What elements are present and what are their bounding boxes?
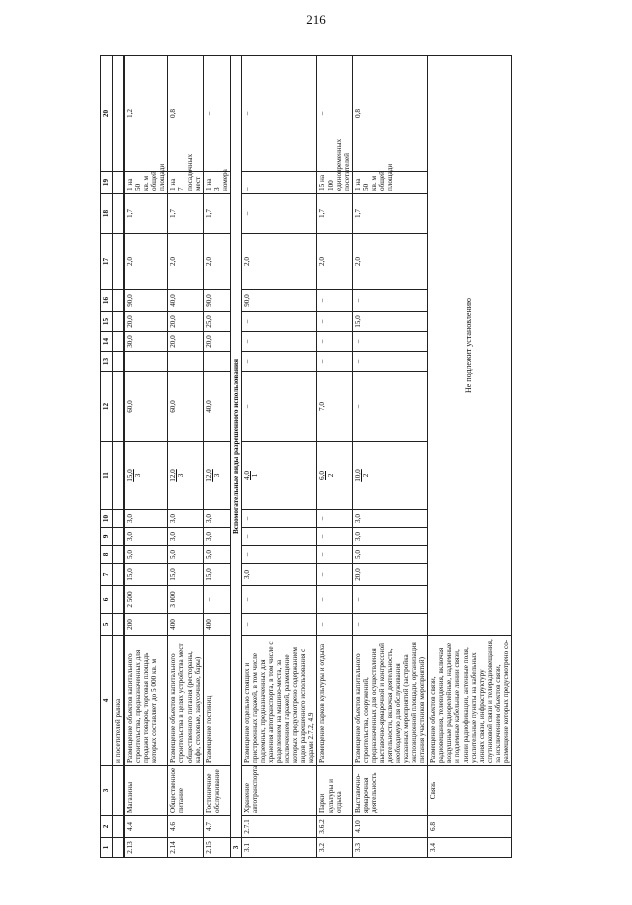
table-row	[241, 56, 317, 858]
fraction-cell	[203, 442, 230, 510]
table-cell: 2,0	[203, 234, 230, 290]
table-cell: 1 на 7 посадочных мест	[168, 172, 203, 194]
table-row	[125, 56, 168, 858]
table-cell: 3,0	[125, 510, 168, 528]
col-header: 7	[101, 564, 113, 586]
table-cell: 1 на 50 кв. м общей площади	[125, 172, 168, 194]
table-cell	[168, 352, 203, 372]
table-cell: Размещение объектов капитального строительства в целях устройства мест общественного питания (рестораны, кафе, столовые, закусочные, бары)	[168, 636, 203, 766]
table-cell: –	[317, 614, 352, 636]
table-cell: Размещение парков культуры и отдыха	[317, 636, 352, 766]
table-cell: –	[241, 172, 317, 194]
table-cell: –	[352, 614, 428, 636]
table-cell: 90,0	[203, 290, 230, 312]
table-cell: 5,0	[203, 546, 230, 564]
table-cell: –	[317, 352, 352, 372]
table-cell: 1,2	[125, 56, 168, 172]
fraction-denominator: 3	[212, 473, 221, 478]
table-row	[317, 56, 352, 858]
col-header: 14	[101, 332, 113, 352]
table-cell: 200	[125, 614, 168, 636]
fraction-cell	[241, 442, 317, 510]
table-cell: 20,0	[168, 312, 203, 332]
table-cell: 4.7	[203, 816, 230, 838]
table-cell: 5,0	[125, 546, 168, 564]
table-cell: 40,0	[168, 290, 203, 312]
table-cell: –	[352, 372, 428, 442]
table-cell: Размещение объектов капитального строительства, сооружений, предназначенных для осуществления выставочно-ярмарочной и конгрессной деятельности, включая деятельность, необходимую для обслуживания указанных мероприятий (застройка экспозиционной площади, организация питания участников мероприятий)	[352, 636, 428, 766]
fraction-denominator: 2	[326, 473, 335, 478]
table-cell	[125, 352, 168, 372]
fraction-cell	[317, 442, 352, 510]
table-cell: 2.14	[168, 838, 203, 858]
fraction-numerator: 12,0	[204, 469, 213, 482]
table-cell: –	[241, 352, 317, 372]
table-cell: 3.6.2	[317, 816, 352, 838]
table-cell: 2.13	[125, 838, 168, 858]
table-cell: 15,0	[352, 312, 428, 332]
table-cell: 2 500	[125, 586, 168, 614]
table-row	[352, 56, 428, 858]
col-header: 13	[101, 352, 113, 372]
col-header: 11	[101, 442, 113, 510]
fraction-numerator: 6,0	[318, 471, 327, 480]
table-cell: 2,0	[317, 234, 352, 290]
table-cell: 90,0	[241, 290, 317, 312]
table-cell: 1,7	[203, 194, 230, 234]
table-cell: Связь	[428, 766, 512, 816]
table-cell: 1 на 50 кв. м общей площади	[352, 172, 428, 194]
table-cell: 25,0	[203, 312, 230, 332]
table-cell: –	[241, 586, 317, 614]
fraction-cell	[168, 442, 203, 510]
table-cell: –	[317, 290, 352, 312]
fraction-numerator: 12,0	[169, 469, 178, 482]
table-cell: 3,0	[241, 564, 317, 586]
table-cell: –	[317, 56, 352, 172]
table-cell: 4.10	[352, 816, 428, 838]
table-cell: 5,0	[168, 546, 203, 564]
section-number: 3	[230, 838, 241, 858]
col-header: 12	[101, 372, 113, 442]
table-cell: 3,0	[203, 528, 230, 546]
table-cell: 15 на 100 единовременных посетителей	[317, 172, 352, 194]
continuation-row	[113, 56, 124, 858]
table-cell: 20,0	[203, 332, 230, 352]
table-cell: 2,0	[241, 234, 317, 290]
table-cell: 3.4	[428, 838, 512, 858]
col-header: 2	[101, 816, 113, 838]
col-header: 8	[101, 546, 113, 564]
table-cell: Хранение автотранспорта	[241, 766, 317, 816]
table-cell: 400	[203, 614, 230, 636]
table-cell: 1,7	[125, 194, 168, 234]
table-cell: –	[241, 614, 317, 636]
table-cell: Парки культуры и отдыха	[317, 766, 352, 816]
col-header: 19	[101, 172, 113, 194]
table-cell: 40,0	[203, 372, 230, 442]
col-header: 17	[101, 234, 113, 290]
col-header: 10	[101, 510, 113, 528]
table-cell: –	[317, 564, 352, 586]
table-cell: –	[317, 510, 352, 528]
table-cell: –	[241, 332, 317, 352]
table-cell: –	[317, 332, 352, 352]
continuation-text: и посетителей рынка	[113, 636, 124, 766]
col-header: 1	[101, 838, 113, 858]
table-cell: –	[352, 586, 428, 614]
table-cell: –	[317, 528, 352, 546]
table-cell: –	[241, 546, 317, 564]
table-cell: 15,0	[203, 564, 230, 586]
table-cell: 20,0	[168, 332, 203, 352]
page-number: 216	[306, 12, 326, 27]
col-header: 4	[101, 636, 113, 766]
table-cell: Выставочно-ярмарочная деятельность	[352, 766, 428, 816]
zoning-body-table	[124, 55, 512, 858]
table-cell: 4.4	[125, 816, 168, 838]
table-cell: 3.3	[352, 838, 428, 858]
table-cell: Размещение отдельно стоящих и пристроенных гаражей, в том числе подземных, предназначенных для хранения автотранспорта, в том числе с разделением на машино-места, за исключением гаражей, размещение которых предусмотрено содержанием видов разрешенного использования с кодами 2.7.2, 4.9	[241, 636, 317, 766]
table-cell: 0,8	[352, 56, 428, 172]
table-cell: 1 на 3 номера	[203, 172, 230, 194]
table-cell: 1,7	[168, 194, 203, 234]
table-cell: 3.1	[241, 838, 317, 858]
table-cell: 5,0	[352, 546, 428, 564]
table-cell: Размещение объектов капитального строительства, предназначенных для продажи товаров, торговая площадь которых составляет до 5 000 кв. м	[125, 636, 168, 766]
col-header: 18	[101, 194, 113, 234]
table-cell: 1,7	[317, 194, 352, 234]
table-cell: Размещение объектов связи, радиовещания, телевидения, включая воздушные радиорелейные, надземные и подземные кабельные линии связи, линии радиофикации, антенные поля, усилительные пункты на кабельных линиях связи, инфраструктуру спутниковой связи и телерадиовещания, за исключением объектов связи, размещение которых предусмотрено со-	[428, 636, 512, 766]
fraction-numerator: 15,0	[126, 469, 135, 482]
table-cell: 400	[168, 614, 203, 636]
table-cell: 7,0	[317, 372, 352, 442]
table-cell: 2,0	[352, 234, 428, 290]
zoning-parameters-table	[100, 55, 124, 858]
table-cell: 30,0	[125, 332, 168, 352]
table-cell: –	[241, 510, 317, 528]
col-header: 3	[101, 766, 113, 816]
table-cell: 20,0	[125, 312, 168, 332]
table-row	[168, 56, 203, 858]
table-cell: –	[317, 546, 352, 564]
table-cell: 3,0	[168, 528, 203, 546]
table-cell: 3,0	[203, 510, 230, 528]
table-cell: 6.8	[428, 816, 512, 838]
fraction-denominator: 3	[177, 473, 186, 478]
table-cell: 3 000	[168, 586, 203, 614]
table-cell: –	[241, 194, 317, 234]
rotated-table-container	[100, 58, 587, 858]
table-cell: –	[352, 290, 428, 312]
table-cell: 2,0	[125, 234, 168, 290]
table-cell: 4.6	[168, 816, 203, 838]
section-title: Вспомогательные виды разрешенного использования	[230, 56, 241, 838]
table-cell: 1,7	[352, 194, 428, 234]
table-cell: 2.7.1	[241, 816, 317, 838]
table-cell: –	[317, 586, 352, 614]
not-established-note: Не подлежит установлению	[428, 56, 512, 636]
table-cell: 0,8	[168, 56, 203, 172]
col-header: 20	[101, 56, 113, 172]
table-cell: –	[241, 528, 317, 546]
fraction-cell	[352, 442, 428, 510]
header-row	[101, 56, 113, 858]
section-header-row	[230, 56, 241, 858]
table-cell: –	[203, 586, 230, 614]
table-cell: Размещение гостиниц	[203, 636, 230, 766]
table-cell: 60,0	[168, 372, 203, 442]
table-cell: –	[317, 312, 352, 332]
table-cell: 90,0	[125, 290, 168, 312]
table-cell: Магазины	[125, 766, 168, 816]
col-header: 9	[101, 528, 113, 546]
fraction-denominator: 2	[361, 473, 370, 478]
table-cell: –	[241, 312, 317, 332]
table-cell: –	[352, 332, 428, 352]
table-cell: 3,0	[352, 510, 428, 528]
table-cell: 3,0	[352, 528, 428, 546]
col-header: 6	[101, 586, 113, 614]
table-cell: 15,0	[125, 564, 168, 586]
fraction-numerator: 4,0	[242, 471, 251, 480]
table-cell: –	[352, 352, 428, 372]
table-cell: 3,0	[125, 528, 168, 546]
table-cell: –	[241, 56, 317, 172]
col-header: 15	[101, 312, 113, 332]
fraction-denominator: 1	[250, 473, 259, 478]
table-cell: 15,0	[168, 564, 203, 586]
fraction-numerator: 10,0	[353, 469, 362, 482]
table-cell: Общественное питание	[168, 766, 203, 816]
table-cell: 2.15	[203, 838, 230, 858]
table-cell: –	[241, 372, 317, 442]
fraction-cell	[125, 442, 168, 510]
table-cell: –	[203, 56, 230, 172]
table-row	[428, 56, 512, 858]
table-row	[203, 56, 230, 858]
col-header: 5	[101, 614, 113, 636]
table-cell: Гостиничное обслуживание	[203, 766, 230, 816]
table-cell	[203, 352, 230, 372]
table-cell: 20,0	[352, 564, 428, 586]
fraction-denominator: 3	[134, 473, 143, 478]
col-header: 16	[101, 290, 113, 312]
table-cell: 3.2	[317, 838, 352, 858]
table-cell: 60,0	[125, 372, 168, 442]
table-cell: 3,0	[168, 510, 203, 528]
table-cell: 2,0	[168, 234, 203, 290]
